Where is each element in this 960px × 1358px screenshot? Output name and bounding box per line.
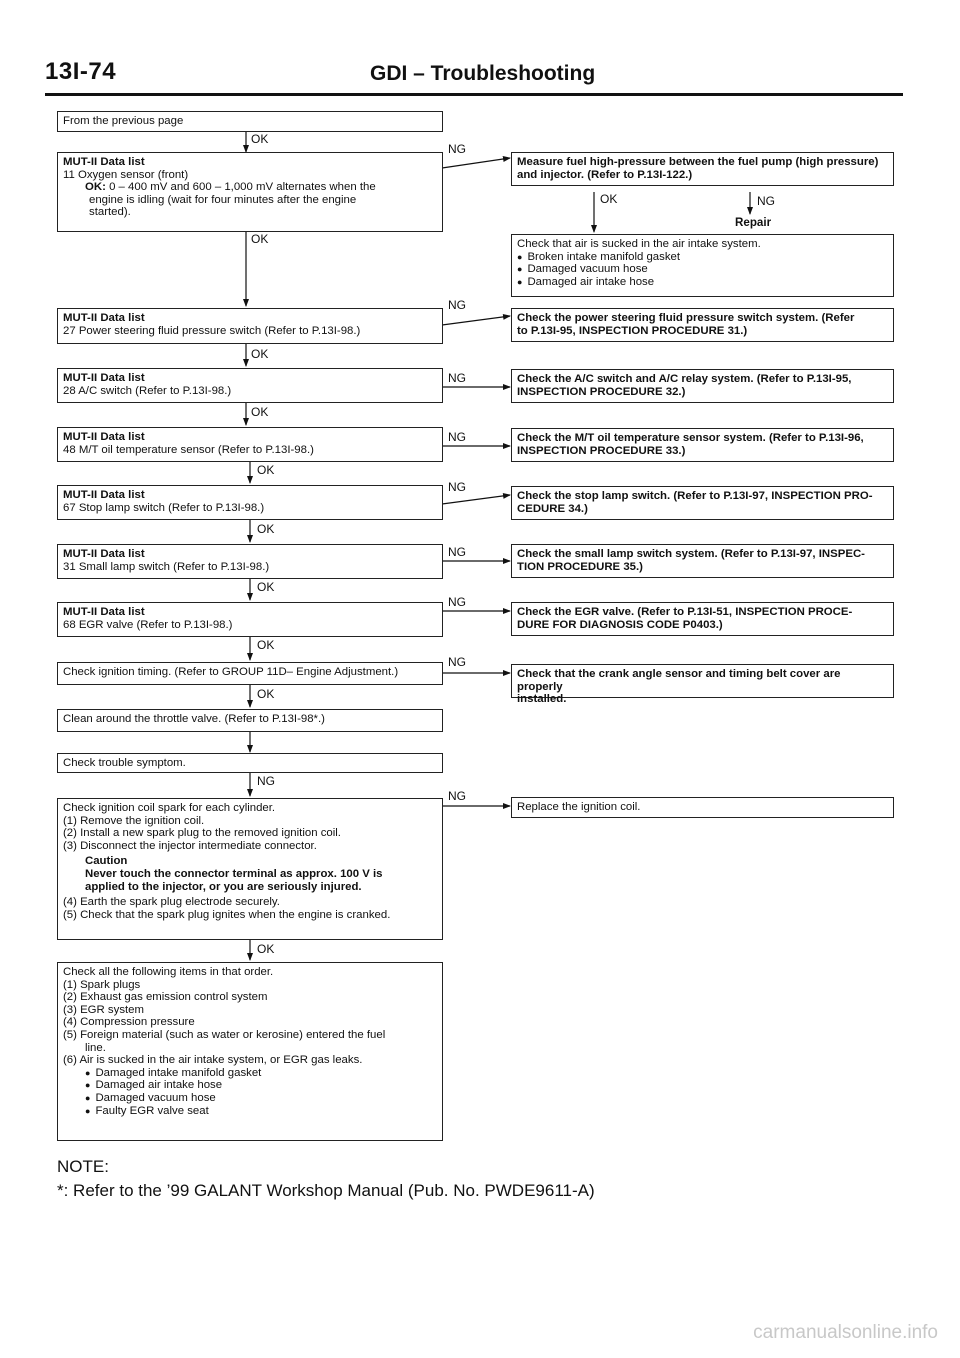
ng-label: NG [757, 194, 775, 208]
egr-valve-system-check-box [511, 602, 894, 636]
step-text: to P.13I-95, INSPECTION PROCEDURE 31.) [517, 324, 748, 337]
caution-heading: Caution [85, 855, 128, 868]
bullet-item: ● Damaged air intake hose [63, 1079, 437, 1092]
step-text: started). [89, 206, 131, 219]
step-text: Check the M/T oil temperature sensor system. (Refer to P.13I-96, [517, 432, 864, 444]
ok-label: OK [257, 687, 275, 701]
ok-label: OK [251, 405, 269, 419]
caution-text: Never touch the connector terminal as approx. 100 V is [85, 867, 383, 880]
small-lamp-system-check-box [511, 544, 894, 578]
arrow-ng [442, 316, 510, 325]
step-text: (4) Earth the spark plug electrode securely. [63, 896, 280, 909]
power-steering-switch-check-box [57, 308, 443, 344]
ng-label: NG [448, 430, 466, 444]
ok-label: OK [257, 522, 275, 536]
mt-oil-temp-check-box [57, 427, 443, 462]
from-previous-page-text: From the previous page [63, 115, 184, 127]
step-text: and injector. (Refer to P.13I-122.) [517, 168, 693, 181]
step-text: (1) Remove the ignition coil. [63, 814, 205, 827]
step-text: (6) Air is sucked in the air intake system, or EGR gas leaks. [63, 1054, 363, 1067]
ok-label: OK [257, 942, 275, 956]
watermark: carmanualsonline.info [753, 1322, 938, 1343]
check-trouble-symptom-box [57, 753, 443, 773]
bullet-item: ● Broken intake manifold gasket [517, 251, 888, 264]
mt-oil-temp-system-check-box [511, 428, 894, 462]
ng-label: NG [448, 595, 466, 609]
ok-label: OK [251, 132, 269, 146]
replace-ignition-coil-box [511, 797, 894, 818]
ac-relay-system-check-box [511, 369, 894, 403]
step-text: 11 Oxygen sensor (front) [63, 168, 189, 181]
ng-label: NG [448, 298, 466, 312]
data-list-heading: MUT-II Data list [63, 489, 145, 501]
note-text: *: Refer to the ’99 GALANT Workshop Manual (Pub. No. PWDE9611-A) [57, 1181, 595, 1200]
ng-label: NG [448, 142, 466, 156]
step-text: Check the power steering fluid pressure switch system. (Refer [517, 312, 855, 324]
ignition-coil-spark-check-box [57, 798, 443, 940]
step-text: Check the A/C switch and A/C relay system. (Refer to P.13I-95, [517, 373, 852, 385]
step-text: Check all the following items in that order. [63, 966, 274, 978]
ng-label: NG [448, 545, 466, 559]
ok-label: OK [257, 463, 275, 477]
power-steering-system-check-box [511, 308, 894, 342]
step-text: Check the EGR valve. (Refer to P.13I-51, INSPECTION PROCE- [517, 606, 853, 618]
check-items-order-box [57, 962, 443, 1141]
ng-label: NG [448, 371, 466, 385]
step-text: TION PROCEDURE 35.) [517, 560, 643, 573]
ng-label: NG [257, 774, 275, 788]
from-previous-page-box [57, 111, 443, 132]
step-text: 31 Small lamp switch (Refer to P.13I-98.) [63, 560, 270, 573]
ok-label: OK [251, 347, 269, 361]
ignition-timing-check-box [57, 662, 443, 685]
step-text: (5) Foreign material (such as water or kerosine) entered the fuel [63, 1028, 386, 1041]
step-text: (5) Check that the spark plug ignites when the engine is cranked. [63, 908, 391, 921]
data-list-heading: MUT-II Data list [63, 548, 145, 560]
data-list-heading: MUT-II Data list [63, 156, 145, 168]
step-text: 68 EGR valve (Refer to P.13I-98.) [63, 618, 233, 631]
arrow-ng [442, 495, 510, 504]
data-list-heading: MUT-II Data list [63, 606, 145, 618]
small-lamp-switch-check-box [57, 544, 443, 579]
ng-label: NG [448, 655, 466, 669]
stop-lamp-system-check-box [511, 486, 894, 520]
bullet-item: ● Faulty EGR valve seat [63, 1105, 437, 1118]
ng-label: NG [448, 789, 466, 803]
page-title: GDI – Troubleshooting [370, 62, 596, 85]
step-text: (2) Install a new spark plug to the removed ignition coil. [63, 827, 341, 840]
bullet-item: ● Damaged air intake hose [517, 276, 888, 289]
measure-fuel-pressure-box [511, 152, 894, 186]
ac-switch-check-box [57, 368, 443, 403]
step-text: Check ignition coil spark for each cylinder. [63, 802, 276, 814]
repair-label: Repair [735, 216, 772, 229]
step-text: 28 A/C switch (Refer to P.13I-98.) [63, 384, 232, 397]
step-text: DURE FOR DIAGNOSIS CODE P0403.) [517, 618, 723, 631]
ok-criteria-label: OK: [85, 181, 106, 194]
step-text: CEDURE 34.) [517, 502, 588, 515]
step-text: (2) Exhaust gas emission control system [63, 991, 268, 1004]
step-text: line. [85, 1041, 106, 1054]
step-text: Check that air is sucked in the air intake system. [517, 238, 761, 250]
step-text: 0 – 400 mV and 600 – 1,000 mV alternates when the [109, 181, 376, 194]
crank-angle-sensor-check-box [511, 664, 894, 706]
step-text: 48 M/T oil temperature sensor (Refer to P.13I-98.) [63, 443, 314, 456]
bullet-item: ● Damaged vacuum hose [63, 1092, 437, 1105]
step-text: 27 Power steering fluid pressure switch (Refer to P.13I-98.) [63, 324, 361, 337]
ok-label: OK [257, 638, 275, 652]
step-text: installed. [517, 693, 567, 706]
step-text: Check ignition timing. (Refer to GROUP 11D– Engine Adjustment.) [63, 666, 399, 678]
step-text: (3) EGR system [63, 1003, 145, 1016]
page-number: 13I-74 [45, 58, 117, 85]
note-title: NOTE: [57, 1157, 109, 1176]
oxygen-sensor-check-box [57, 152, 443, 232]
ok-label: OK [257, 580, 275, 594]
clean-throttle-valve-box [57, 709, 443, 732]
step-text: Check that the crank angle sensor and timing belt cover are properly [517, 668, 844, 693]
data-list-heading: MUT-II Data list [63, 312, 145, 324]
step-text: (3) Disconnect the injector intermediate connector. [63, 839, 317, 852]
step-text: Measure fuel high-pressure between the fuel pump (high pressure) [517, 156, 879, 168]
stop-lamp-switch-check-box [57, 485, 443, 520]
data-list-heading: MUT-II Data list [63, 431, 145, 443]
step-text: Clean around the throttle valve. (Refer to P.13I-98*.) [63, 713, 325, 725]
ng-label: NG [448, 480, 466, 494]
arrow-ng [442, 158, 510, 168]
step-text: Check the stop lamp switch. (Refer to P.13I-97, INSPECTION PRO- [517, 490, 873, 502]
step-text: INSPECTION PROCEDURE 32.) [517, 385, 686, 398]
caution-text: applied to the injector, or you are seriously injured. [85, 880, 362, 893]
step-ok-line [63, 181, 437, 194]
step-text: 67 Stop lamp switch (Refer to P.13I-98.) [63, 501, 265, 514]
intake-air-leak-check-box [511, 234, 894, 297]
ok-label: OK [251, 232, 269, 246]
step-text: Check the small lamp switch system. (Refer to P.13I-97, INSPEC- [517, 548, 865, 560]
step-text: Replace the ignition coil. [517, 801, 641, 813]
step-text: engine is idling (wait for four minutes after the engine [89, 193, 357, 206]
egr-valve-check-box [57, 602, 443, 637]
bullet-item: ● Damaged vacuum hose [517, 263, 888, 276]
bullet-item: ● Damaged intake manifold gasket [63, 1067, 437, 1080]
data-list-heading: MUT-II Data list [63, 372, 145, 384]
ok-label: OK [600, 192, 618, 206]
step-text: (4) Compression pressure [63, 1016, 195, 1029]
step-text: INSPECTION PROCEDURE 33.) [517, 444, 686, 457]
step-text: Check trouble symptom. [63, 757, 186, 769]
step-text: (1) Spark plugs [63, 978, 141, 991]
